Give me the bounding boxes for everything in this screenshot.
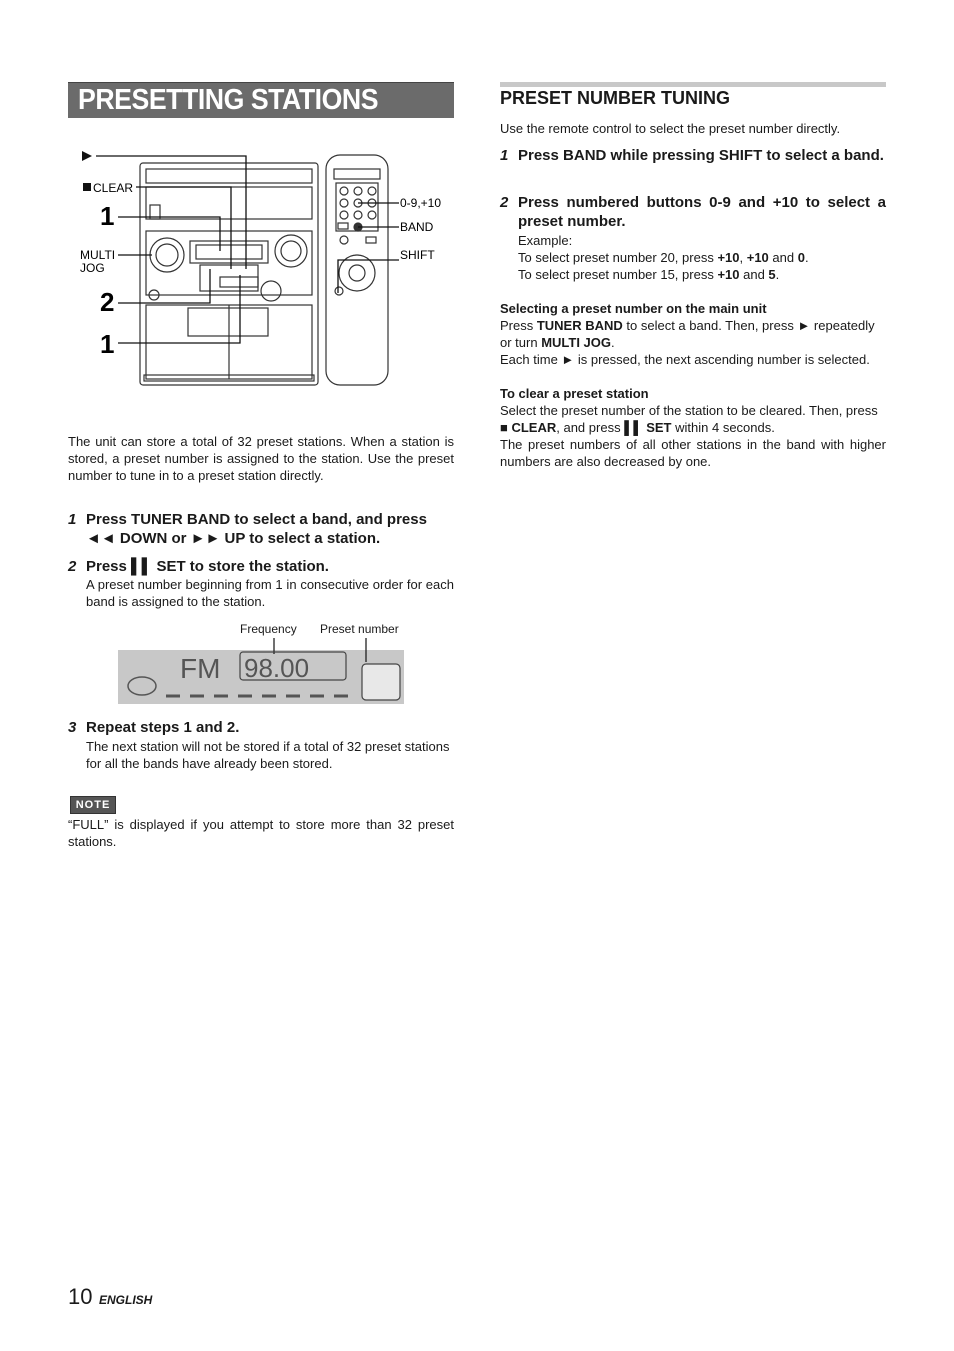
example-1-m2: and [768, 250, 798, 265]
section-heading: PRESET NUMBER TUNING [500, 88, 731, 108]
example-2-m1: and [739, 267, 769, 282]
example-2-b2: 5 [768, 267, 776, 282]
right-step-1 [500, 146, 886, 165]
main-unit-l2-pre: or turn [500, 335, 542, 350]
step-1-number: 1 [68, 511, 77, 528]
clear-line-3: The preset numbers of all other stations in the band with higher numbers are also decreased by one. [500, 437, 886, 469]
step-3-detail: The next station will not be stored if a total of 32 preset stations for all the bands have already been stored. [86, 739, 450, 771]
example-1-b1: +10 [717, 250, 740, 265]
clear-l2-b1: ■ CLEAR [500, 420, 557, 435]
main-unit-heading: Selecting a preset number on the main unit [500, 301, 767, 316]
heading-rule [500, 82, 886, 87]
label-step-2: 2 [100, 287, 115, 317]
step-3 [68, 718, 454, 737]
example-1-pre: To select preset number 20, press [518, 250, 718, 265]
example-2-pre: To select preset number 15, press [518, 267, 718, 282]
label-digits: 0-9,+10 [400, 196, 442, 210]
clear-l2-post: within 4 seconds. [671, 420, 775, 435]
label-shift: SHIFT [400, 248, 435, 262]
example-1-post: . [804, 250, 809, 265]
example-2-b1: +10 [717, 267, 740, 282]
main-unit-l2-post: . [611, 335, 615, 350]
language-label: ENGLISH [99, 1293, 153, 1307]
main-unit-line-1 [500, 317, 890, 334]
label-step-1a: 1 [100, 201, 115, 231]
preset-number-label: Preset number [320, 622, 399, 636]
step-3-text: Repeat steps 1 and 2. [86, 719, 240, 736]
main-unit-line-2 [500, 334, 615, 351]
example-1 [518, 249, 809, 266]
clear-l2-m: , and press [556, 420, 625, 435]
label-multi: MULTI [80, 248, 116, 262]
step-2 [68, 557, 454, 576]
clear-heading: To clear a preset station [500, 386, 649, 401]
clear-line-2 [500, 419, 775, 436]
play-icon [82, 151, 92, 161]
step-3-number: 3 [68, 719, 77, 736]
clear-line-1: Select the preset number of the station to be cleared. Then, press [500, 403, 878, 418]
unit-diagram [68, 145, 454, 395]
right-step-2-number: 2 [500, 194, 509, 211]
step-1-text: Press TUNER BAND to select a band, and press ◄◄ DOWN or ►► UP to select a station. [86, 511, 427, 547]
main-unit-l1-bold: TUNER BAND [536, 318, 623, 333]
main-unit-l1-pre: Press [500, 318, 537, 333]
example-1-m1: , [739, 250, 747, 265]
step-2-text: Press ▌▌ SET to store the station. [86, 558, 329, 575]
clear-l2-b2: ▌▌ SET [624, 420, 672, 435]
lcd-frequency: 98.00 [244, 653, 310, 683]
main-unit-line-3: Each time ► is pressed, the next ascending number is selected. [500, 352, 870, 367]
right-step-1-number: 1 [500, 147, 509, 164]
label-jog: JOG [80, 261, 105, 275]
example-2-post: . [775, 267, 780, 282]
page-title: PRESETTING STATIONS [78, 84, 379, 116]
frequency-label: Frequency [240, 622, 297, 636]
lcd-band: FM [180, 653, 221, 684]
step-2-detail: A preset number beginning from 1 in consecutive order for each band is assigned to the station. [86, 577, 454, 609]
page-number: 10 [68, 1284, 93, 1309]
example-2 [518, 266, 779, 283]
main-unit-l1-post: to select a band. Then, press ► repeatedly [622, 318, 875, 333]
step-2-number: 2 [68, 558, 77, 575]
right-intro: Use the remote control to select the preset number directly. [500, 121, 841, 136]
label-step-1b: 1 [100, 329, 115, 359]
right-step-1-text: Press BAND while pressing SHIFT to select a band. [518, 147, 884, 164]
stereo-unit-illustration [140, 163, 318, 385]
example-1-b2: +10 [746, 250, 769, 265]
example-label: Example: [518, 233, 573, 248]
label-clear: CLEAR [93, 181, 134, 195]
right-step-2-text: Press numbered buttons 0-9 and +10 to select a preset number. [518, 194, 886, 230]
right-step-2 [500, 193, 886, 231]
step-1 [68, 510, 454, 548]
label-band: BAND [400, 220, 434, 234]
main-unit-l2-bold: MULTI JOG [541, 335, 611, 350]
example-1-b3: 0 [797, 250, 805, 265]
note-badge: NOTE [70, 796, 116, 814]
stop-icon [83, 183, 91, 191]
lcd-display [118, 638, 404, 704]
remote-control-illustration [326, 155, 388, 385]
intro-text: The unit can store a total of 32 preset stations. When a station is stored, a preset number is assigned to the station. Use the preset number to tune in to a preset station directly. [68, 434, 454, 483]
note-text: “FULL” is displayed if you attempt to store more than 32 preset stations. [68, 817, 454, 849]
